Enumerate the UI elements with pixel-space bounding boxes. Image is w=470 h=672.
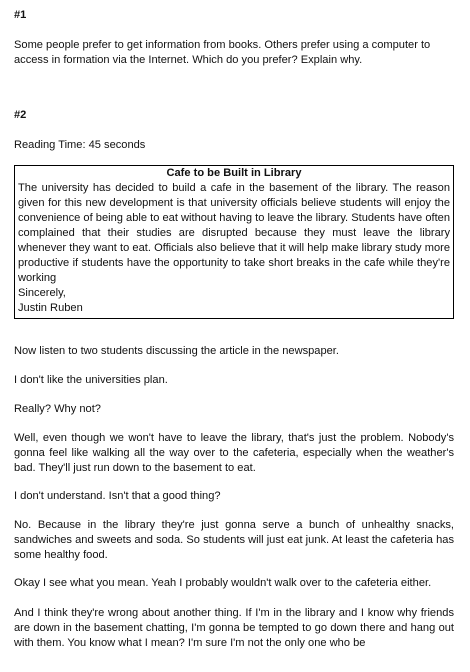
dialogue-line: Well, even though we won't have to leave the library, that's just the problem. Nobody's gonna feel like walking all the way over to the cafeteria, especially when the weather's bad. They'll just run down to the basement to eat. <box>14 432 454 474</box>
dialogue-line: Really? Why not? <box>14 403 101 415</box>
article-title: Cafe to be Built in Library <box>166 167 302 179</box>
dialogue-line: And I think they're wrong about another thing. If I'm in the library and I know why friends are down in the basement chatting, I'm gonna be tempted to go down there and hang out with them. You know what I mean? I'm sure I'm not the only one who be <box>14 607 454 649</box>
article-box <box>14 165 454 319</box>
dialogue-line: No. Because in the library they're just gonna serve a bunch of unhealthy snacks, sandwiches and sweets and soda. So students will just eat junk. At least the cafeteria has some healthy food. <box>14 519 454 561</box>
dialogue-line: Okay I see what you mean. Yeah I probably wouldn't walk over to the cafeteria either. <box>14 577 432 589</box>
article-closing: Sincerely, <box>18 287 66 299</box>
dialogue-line: I don't understand. Isn't that a good thing? <box>14 490 221 502</box>
question-1-prompt: Some people prefer to get information from books. Others prefer using a computer to access in formation via the Internet. Which do you prefer? Explain why. <box>14 39 431 66</box>
reading-time: Reading Time: 45 seconds <box>14 139 146 151</box>
dialogue-line: I don't like the universities plan. <box>14 374 168 386</box>
listening-intro: Now listen to two students discussing the article in the newspaper. <box>14 345 339 357</box>
question-2-number: #2 <box>14 109 27 121</box>
article-signature: Justin Ruben <box>18 302 83 314</box>
question-1-number: #1 <box>14 9 27 21</box>
article-body: The university has decided to build a cafe in the basement of the library. The reason given for this new development is that university officials believe students will enjoy the convenience of being able to eat without having to leave the library. Students have often complained that their studies are disrupted because they must leave the library whenever they want to eat. Officials also believe that it will help make library study more productive if students have the opportunity to take short breaks in the cafe while they're working <box>18 182 450 284</box>
